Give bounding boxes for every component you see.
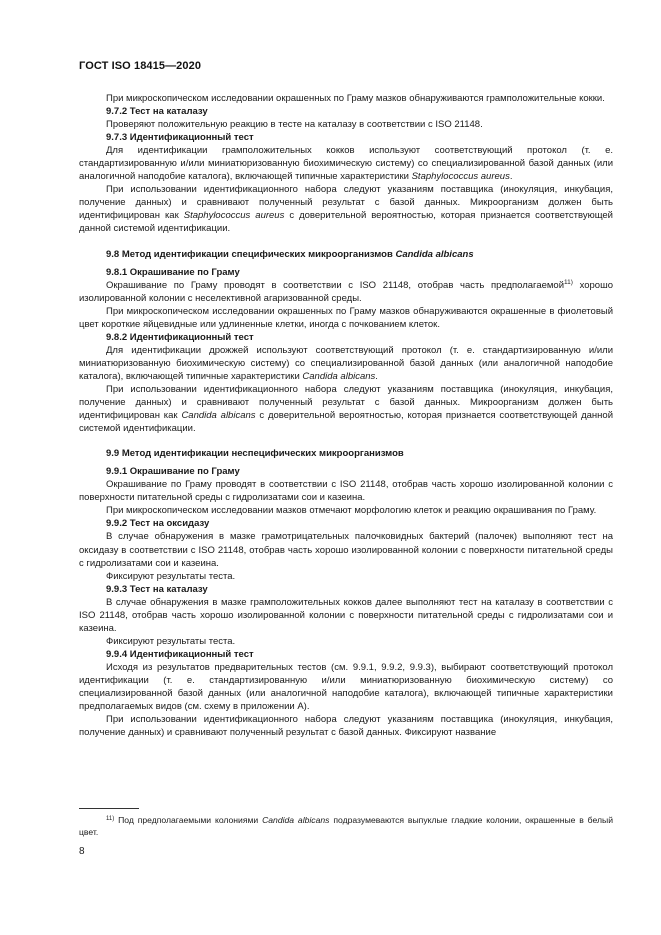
- paragraph: Окрашивание по Граму проводят в соответствии с ISO 21148, отобрав часть хорошо изолированной колонии с поверхности питательной среды с гидролизатами сои и казеина.: [79, 479, 613, 504]
- paragraph: При использовании идентификационного набора следуют указаниям поставщика (инокуляция, инкубация, получение данных) и сравнивают полученный результат с базой данных. Фиксируют название: [79, 714, 613, 739]
- text: 9.8 Метод идентификации специфических микроорганизмов: [106, 248, 396, 260]
- text: Для идентификации грамположительных кокков используют соответствующий протокол (т. е. стандартизированную и/или миниатюризованную биохимическую систему) со специализированной базой данных (или аналогичной наподобие каталога), включающей типичные характеристики: [79, 145, 613, 183]
- text: .: [509, 171, 513, 183]
- section-heading-9-9-2: 9.9.2 Тест на оксидазу: [106, 518, 210, 530]
- section-heading-9-8-1: 9.8.1 Окрашивание по Граму: [106, 266, 240, 278]
- text: При использовании идентификационного набора следуют указаниям поставщика (инокуляция, инкубация, получение данных) и сравнивают полученный результат с базой данных. Микроорганизм должен быть идентифицирован как: [79, 383, 613, 422]
- species-name: Candida albicans: [395, 248, 474, 260]
- section-heading-9-8: [79, 248, 613, 261]
- page-number: 8: [79, 846, 85, 857]
- paragraph: [79, 383, 613, 435]
- section-heading-9-9-4: 9.9.4 Идентификационный тест: [106, 648, 254, 660]
- paragraph: Исходя из результатов предварительных тестов (см. 9.9.1, 9.9.2, 9.9.3), выбирают соответствующий протокол идентификации (т. е. стандартизированную и/или миниатюризованную биохимическую систему) со специализированной базой данных (или аналогичной наподобие каталога), включающей типичные характеристики предполагаемых видов (см. схему в приложении А).: [79, 661, 613, 713]
- paragraph: При микроскопическом исследовании мазков отмечают морфологию клеток и реакцию окрашивания по Граму.: [106, 505, 597, 517]
- species-name: Candida albicans: [262, 815, 330, 825]
- species-name: Staphylococcus aureus: [411, 171, 510, 183]
- footnote: [79, 814, 613, 838]
- text: Под предполагаемыми колониями: [114, 815, 263, 825]
- document-header: ГОСТ ISO 18415—2020: [79, 60, 202, 72]
- section-heading-9-9: 9.9 Метод идентификации неспецифических микроорганизмов: [106, 448, 404, 460]
- text: с доверительной вероятностью, которая признается соответствующей данной системой идентификации.: [79, 210, 613, 235]
- text: подразумеваются выпуклые гладкие колонии, окрашенные в белый цвет.: [79, 815, 613, 837]
- text: Окрашивание по Граму проводят в соответствии с ISO 21148, отобрав часть предполагаемой: [106, 279, 565, 291]
- section-heading-9-9-3: 9.9.3 Тест на каталазу: [106, 583, 208, 595]
- paragraph: Фиксируют результаты теста.: [106, 635, 236, 647]
- section-heading-9-8-2: 9.8.2 Идентификационный тест: [106, 331, 254, 343]
- text: Для идентификации дрожжей используют соответствующий протокол (т. е. стандартизированную и/или миниатюризованную биохимическую систему) со специализированной базой данных (или аналогичной наподобие каталога), включающей типичные характеристики: [79, 344, 613, 382]
- paragraph: При микроскопическом исследовании окрашенных по Граму мазков обнаруживаются грамположительные кокки.: [106, 93, 605, 104]
- footnote-divider: [79, 808, 139, 809]
- paragraph: Фиксируют результаты теста.: [106, 570, 236, 582]
- paragraph: В случае обнаружения в мазке грамположительных кокков далее выполняют тест на каталазу в соответствии с ISO 21148, отобрав часть хорошо изолированной колонии с поверхности питательной среды с гидролизатами сои и казеина.: [79, 596, 613, 634]
- species-name: Candida albicans: [181, 410, 256, 422]
- document-body: [79, 92, 613, 739]
- section-heading-9-7-2: 9.7.2 Тест на каталазу: [106, 106, 208, 118]
- text: При использовании идентификационного набора следуют указаниям поставщика (инокуляция, инкубация, получение данных) и сравнивают полученный результат с базой данных. Микроорганизм должен быть идентифицирован как: [79, 184, 613, 222]
- text: хорошо изолированной колонии с неселективной агаризованной среды.: [79, 279, 613, 304]
- section-heading-9-7-3: 9.7.3 Идентификационный тест: [106, 132, 254, 144]
- paragraph: [79, 279, 613, 305]
- paragraph: [79, 344, 613, 383]
- footnote-marker: 11): [106, 816, 115, 822]
- text: .: [375, 370, 378, 382]
- species-name: Staphylococcus aureus: [183, 210, 285, 222]
- paragraph: При микроскопическом исследовании окрашенных по Граму мазков обнаруживаются окрашенные в фиолетовый цвет короткие яйцевидные или удлиненные клетки, иногда с почкованием клеток.: [79, 305, 613, 330]
- footnote-reference[interactable]: 11): [564, 278, 573, 286]
- paragraph: В случае обнаружения в мазке грамотрицательных палочковидных бактерий (палочек) выполняют тест на оксидазу в соответствии с ISO 21148, отобрав часть хорошо изолированной колонии с поверхности питательной среды с гидролизатами сои и казеина.: [79, 531, 613, 569]
- section-heading-9-9-1: 9.9.1 Окрашивание по Граму: [106, 466, 240, 478]
- species-name: Candida albicans: [302, 370, 376, 382]
- paragraph: [79, 183, 613, 235]
- paragraph: [79, 144, 613, 183]
- paragraph: Проверяют положительную реакцию в тесте на каталазу в соответствии с ISO 21148.: [106, 119, 483, 131]
- text: с доверительной вероятностью, которая признается соответствующей данной системой идентификации.: [79, 410, 614, 435]
